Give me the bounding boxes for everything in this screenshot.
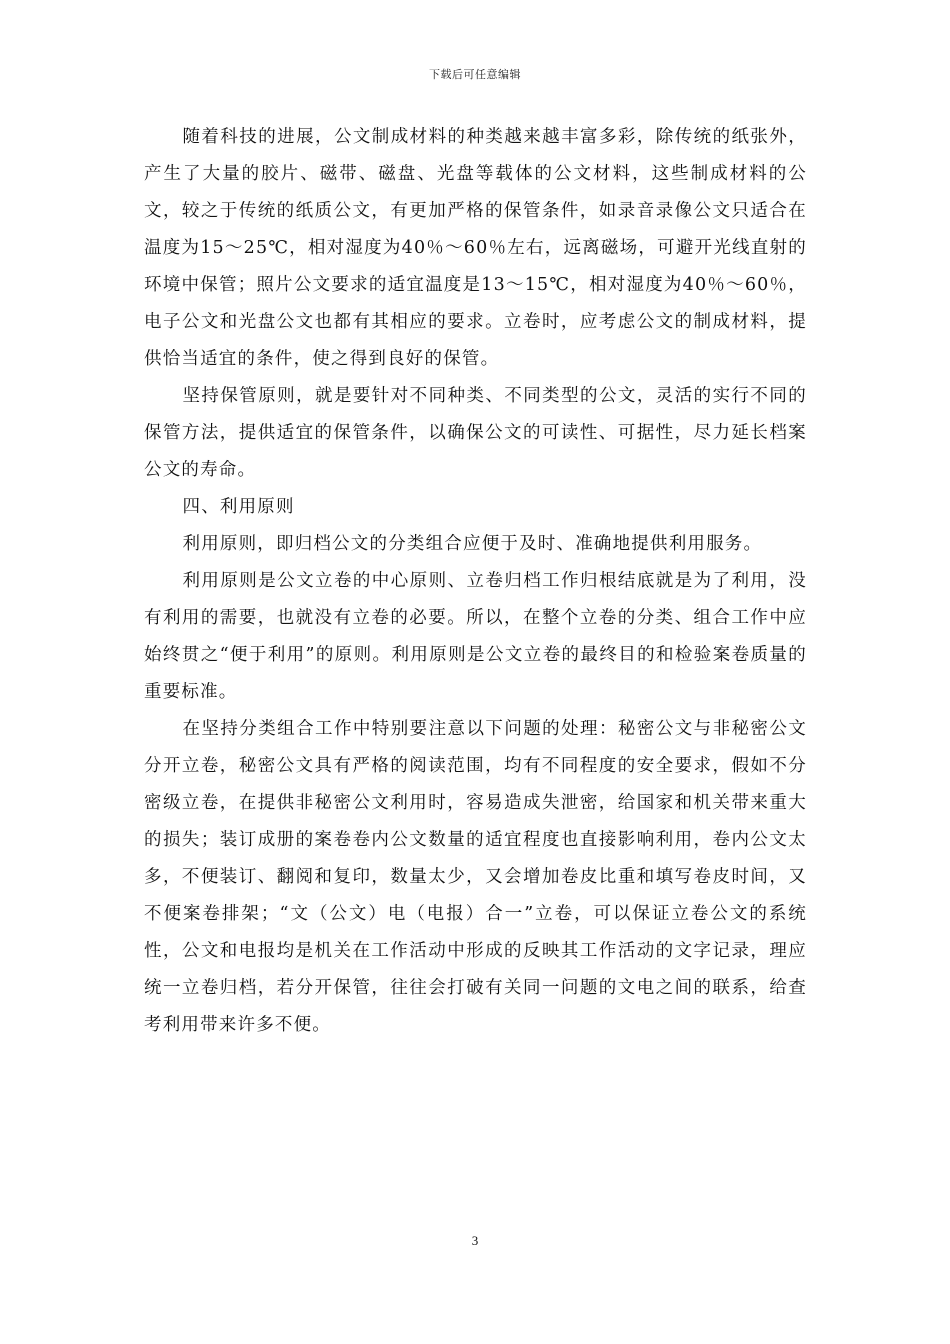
paragraph-classification-issues: 在坚持分类组合工作中特别要注意以下问题的处理：秘密公文与非秘密公文分开立卷，秘密公文具有严格的阅读范围，均有不同程度的安全要求，假如不分密级立卷，在提供非秘密公文利用时，容易造成失泄密，给国家和机关带来重大的损失；装订成册的案卷卷内公文数量的适宜程度也直接影响利用，卷内公文太多，不便装订、翻阅和复印，数量太少，又会增加卷皮比重和填写卷皮时间，又不便案卷排架；“文（公文）电（电报）合一”立卷，可以保证立卷公文的系统性，公文和电报均是机关在工作活动中形成的反映其工作活动的文字记录，理应统一立卷归档，若分开保管，往往会打破有关同一问题的文电之间的联系，给查考利用带来许多不便。 bbox=[144, 719, 807, 1035]
document-body bbox=[144, 119, 807, 1044]
paragraph-preservation-principle: 坚持保管原则，就是要针对不同种类、不同类型的公文，灵活的实行不同的保管方法，提供适宜的保管条件，以确保公文的可读性、可据性，尽力延长档案公文的寿命。 bbox=[144, 386, 807, 480]
paragraph-materials: 随着科技的进展，公文制成材料的种类越来越丰富多彩，除传统的纸张外，产生了大量的胶片、磁带、磁盘、光盘等载体的公文材料，这些制成材料的公文，较之于传统的纸质公文，有更加严格的保管条件，如录音录像公文只适合在温度为15～25℃，相对湿度为40％～60％左右，远离磁场，可避开光线直射的环境中保管；照片公文要求的适宜温度是13～15℃，相对湿度为40％～60％，电子公文和光盘公文也都有其相应的要求。立卷时，应考虑公文的制成材料，提供恰当适宜的条件，使之得到良好的保管。 bbox=[144, 127, 807, 369]
paragraph-utilization-definition: 利用原则，即归档公文的分类组合应便于及时、准确地提供利用服务。 bbox=[182, 534, 763, 554]
page-number: 3 bbox=[471, 1233, 479, 1248]
page-header: 下载后可任意编辑 bbox=[429, 68, 521, 81]
section-heading-utilization: 四、利用原则 bbox=[182, 497, 295, 517]
paragraph-utilization-center: 利用原则是公文立卷的中心原则、立卷归档工作归根结底就是为了利用，没有利用的需要，也就没有立卷的必要。所以，在整个立卷的分类、组合工作中应始终贯之“便于利用”的原则。利用原则是公文立卷的最终目的和检验案卷质量的重要标准。 bbox=[144, 571, 807, 702]
